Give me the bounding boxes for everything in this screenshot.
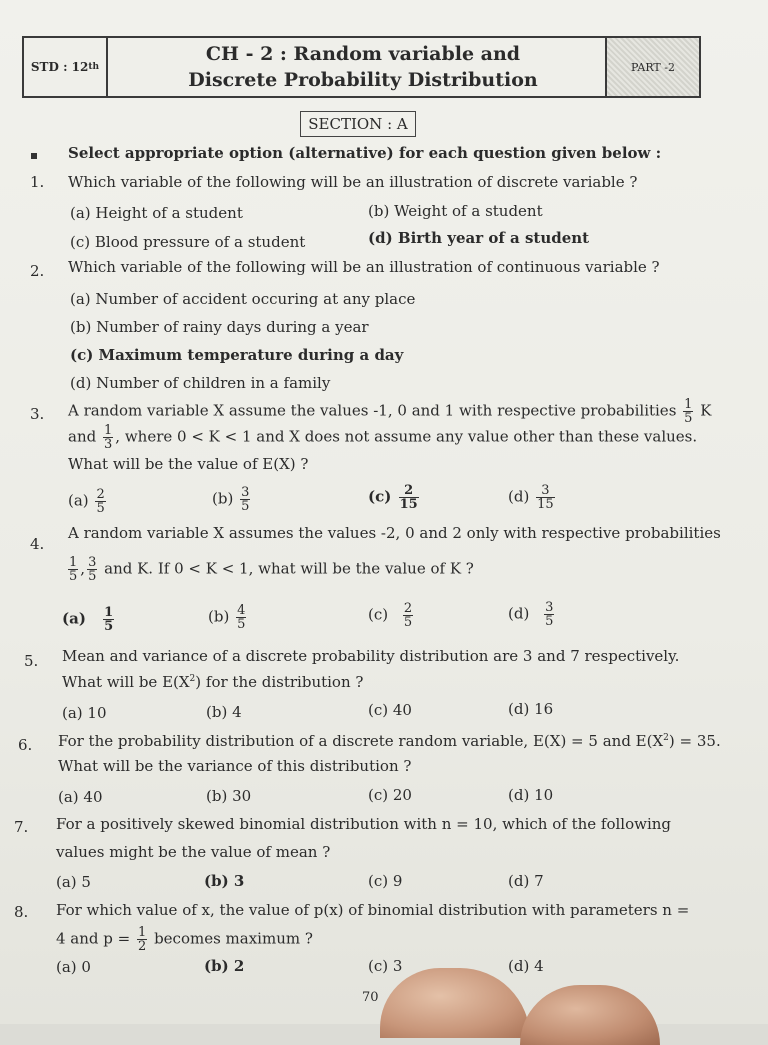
fraction-numerator: 1	[684, 397, 693, 412]
question-2-option-d: (d) Number of children in a family	[70, 374, 331, 392]
fraction-numerator: 3	[536, 484, 555, 498]
question-3-option-b	[212, 486, 252, 513]
question-1-option-a: (a) Height of a student	[70, 204, 243, 222]
option-fraction	[236, 604, 246, 631]
finger-photo-artifact	[380, 968, 530, 1038]
instruction-bullet-icon	[31, 153, 37, 159]
fraction-numerator: 3	[241, 485, 250, 500]
page-number: 70	[362, 990, 379, 1005]
superscript: 2	[189, 674, 196, 684]
question-1-option-d: (d) Birth year of a student	[368, 229, 590, 247]
chapter-title	[108, 38, 618, 96]
option-fraction	[399, 484, 419, 511]
question-5-line-2-start: What will be E(X	[62, 673, 190, 691]
option-label: (d)	[508, 604, 530, 623]
question-7-option-a: (a) 5	[56, 873, 91, 891]
question-8-option-a: (a) 0	[56, 958, 91, 976]
question-3-line-1-end: K	[700, 401, 712, 420]
option-fraction	[536, 484, 555, 511]
question-5-line-2-end: ) for the distribution ?	[195, 673, 364, 691]
chapter-title-line-1: CH - 2 : Random variable and	[205, 43, 521, 65]
option-label: (b)	[212, 489, 234, 508]
question-3-number: 3.	[30, 405, 45, 423]
question-6-line-2: What will be the variance of this distribution ?	[58, 757, 412, 775]
fraction-denominator: 15	[399, 497, 418, 512]
question-8-line-2	[56, 926, 313, 953]
question-7-option-b: (b) 3	[204, 872, 245, 890]
question-6-number: 6.	[18, 736, 33, 754]
fraction-numerator: 2	[399, 484, 419, 498]
fraction-denominator: 5	[241, 499, 250, 514]
question-4-line-2-end: and K. If 0 < K < 1, what will be the value of K ?	[104, 559, 474, 578]
fraction-denominator: 5	[237, 617, 246, 632]
option-fraction	[403, 602, 413, 629]
question-3-line-1	[68, 398, 711, 425]
option-label: (a)	[62, 609, 86, 628]
question-6-line-1-end: ) = 35.	[668, 732, 721, 750]
fraction-numerator: 1	[104, 423, 113, 438]
option-fraction	[240, 486, 250, 513]
question-4-option-a	[62, 606, 116, 633]
question-1-number: 1.	[30, 173, 45, 191]
question-4-line-1: A random variable X assumes the values -2, 0 and 2 only with respective probabilities	[68, 524, 721, 542]
question-6-option-d: (d) 10	[508, 786, 554, 804]
fraction-denominator: 5	[403, 615, 413, 630]
option-label: (c)	[368, 605, 389, 624]
instruction-text: Select appropriate option (alternative) for each question given below :	[68, 144, 662, 162]
question-2-option-a: (a) Number of accident occuring at any place	[70, 290, 416, 308]
fraction-numerator: 2	[96, 487, 105, 502]
question-7-line-1: For a positively skewed binomial distribution with n = 10, which of the following	[56, 815, 672, 833]
question-5-option-d: (d) 16	[508, 700, 554, 718]
question-3-line-2-start: and	[68, 427, 97, 446]
question-3-option-a	[68, 488, 108, 515]
finger-photo-artifact-2	[520, 985, 660, 1045]
question-2-text: Which variable of the following will be an illustration of continuous variable ?	[68, 258, 660, 276]
fraction-numerator: 4	[237, 603, 246, 618]
question-1-text: Which variable of the following will be an illustration of discrete variable ?	[68, 173, 638, 191]
question-3-line-3: What will be the value of E(X) ?	[68, 455, 309, 473]
question-8-line-2-start: 4 and p =	[56, 929, 131, 948]
question-5-number: 5.	[24, 652, 39, 670]
question-3-option-d	[508, 484, 557, 511]
option-fraction	[103, 606, 114, 633]
fraction-denominator: 5	[104, 619, 114, 634]
question-4-option-b	[208, 604, 248, 631]
question-5-option-b: (b) 4	[206, 703, 242, 721]
question-7-number: 7.	[14, 818, 29, 836]
std-text: STD : 12	[30, 60, 89, 74]
fraction-separator: ,	[80, 559, 86, 578]
question-4-option-c	[368, 602, 415, 629]
question-7-option-c: (c) 9	[368, 872, 403, 890]
question-8-number: 8.	[14, 903, 29, 921]
question-5-option-a: (a) 10	[62, 704, 107, 722]
question-8-option-b: (b) 2	[204, 957, 245, 975]
question-4-option-d	[508, 601, 556, 628]
header-box	[22, 36, 701, 98]
question-8-option-c: (c) 3	[368, 957, 403, 975]
question-6-line-1	[58, 732, 721, 750]
superscript: 2	[663, 733, 669, 743]
question-3-line-2	[68, 424, 697, 451]
question-7-option-d: (d) 7	[508, 872, 544, 890]
std-superscript: th	[88, 62, 100, 72]
question-6-option-c: (c) 20	[368, 786, 412, 804]
question-4-line-2	[66, 556, 474, 583]
question-8-line-1: For which value of x, the value of p(x) of binomial distribution with parameters n =	[56, 901, 690, 919]
fraction-numerator: 2	[403, 601, 413, 616]
question-6-line-1-start: For the probability distribution of a discrete random variable, E(X) = 5 and E(X	[58, 732, 664, 750]
question-6-option-a: (a) 40	[58, 788, 103, 806]
question-4-fraction-2	[87, 556, 97, 583]
question-2-number: 2.	[30, 262, 45, 280]
fraction-denominator: 15	[537, 497, 554, 512]
question-8-line-2-end: becomes maximum ?	[154, 929, 313, 948]
option-label: (a)	[68, 491, 89, 510]
option-fraction	[544, 601, 554, 628]
chapter-title-line-2: Discrete Probability Distribution	[188, 69, 538, 91]
question-2-option-b: (b) Number of rainy days during a year	[70, 318, 369, 336]
question-4-fraction-1	[68, 556, 78, 583]
fraction-numerator: 3	[88, 555, 97, 570]
question-5-line-2	[62, 673, 363, 691]
option-label: (b)	[208, 607, 230, 626]
question-8-fraction	[137, 926, 147, 953]
fraction-numerator: 3	[545, 600, 554, 615]
question-3-line-2-end: , where 0 < K < 1 and X does not assume any value other than these values.	[115, 427, 698, 446]
part-label: PART -2	[605, 38, 699, 96]
std-label	[24, 38, 108, 96]
fraction-denominator: 5	[69, 569, 78, 584]
fraction-denominator: 3	[104, 437, 113, 452]
question-2-option-c: (c) Maximum temperature during a day	[70, 346, 404, 364]
fraction-denominator: 5	[545, 614, 554, 629]
question-3-line-1-text: A random variable X assume the values -1, 0 and 1 with respective probabilities	[68, 401, 677, 420]
question-4-number: 4.	[30, 535, 45, 553]
question-6-option-b: (b) 30	[206, 787, 252, 805]
question-3-fraction-2	[103, 424, 113, 451]
fraction-denominator: 5	[96, 501, 105, 516]
question-8-option-d: (d) 4	[508, 957, 544, 975]
question-3-option-c	[368, 484, 421, 511]
section-label: SECTION : A	[300, 111, 416, 137]
question-5-line-1: Mean and variance of a discrete probability distribution are 3 and 7 respectively.	[62, 647, 680, 665]
question-3-fraction-1	[683, 398, 693, 425]
fraction-numerator: 1	[69, 555, 78, 570]
fraction-denominator: 2	[138, 939, 147, 954]
option-label: (d)	[508, 487, 530, 506]
question-1-option-b: (b) Weight of a student	[368, 202, 543, 220]
option-label: (c)	[368, 487, 392, 506]
question-1-option-c: (c) Blood pressure of a student	[70, 233, 306, 251]
fraction-denominator: 5	[684, 411, 693, 426]
option-fraction	[95, 488, 105, 515]
fraction-numerator: 1	[138, 925, 147, 940]
question-5-option-c: (c) 40	[368, 701, 412, 719]
fraction-numerator: 1	[104, 605, 114, 620]
fraction-denominator: 5	[88, 569, 97, 584]
question-7-line-2: values might be the value of mean ?	[56, 843, 331, 861]
